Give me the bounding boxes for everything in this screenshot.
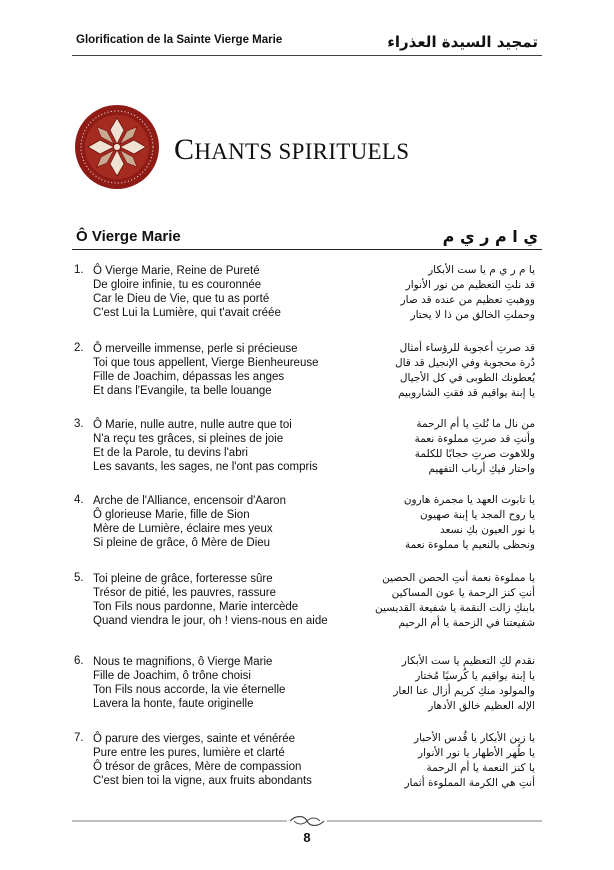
french-line: Les savants, les sages, ne l'ont pas compris xyxy=(93,461,318,473)
french-line: Arche de l'Alliance, encensoir d'Aaron xyxy=(93,495,286,507)
french-line: Ô trésor de grâces, Mère de compassion xyxy=(93,761,302,773)
hymn-title-french: Ô Vierge Marie xyxy=(76,228,181,245)
verse-french xyxy=(93,655,335,711)
french-line: Et dans l'Evangile, ta belle louange xyxy=(93,385,272,397)
french-line: C'est Lui la Lumière, qui t'avait créée xyxy=(93,307,281,319)
verse-arabic xyxy=(335,493,535,553)
verse-arabic xyxy=(335,731,535,791)
verse-arabic xyxy=(335,654,535,714)
header-rule xyxy=(72,55,542,56)
arabic-line: والمولود منكِ كريم أزال عنا العار xyxy=(393,685,535,697)
arabic-line: من نال ما نُلتِ يا أم الرحمة xyxy=(416,418,535,430)
page-number: 8 xyxy=(303,830,311,845)
arabic-line: يا إبنة يواقيم يا كُرسيًا مُختار xyxy=(415,670,535,682)
hymn-title-arabic: ي ا م ر ي م xyxy=(442,227,538,246)
coptic-cross-emblem-icon xyxy=(74,104,160,190)
french-line: Lavera la honte, faute originelle xyxy=(93,698,254,710)
arabic-line: يا تابوت العهد يا مجمرة هارون xyxy=(403,494,535,506)
french-line: Fille de Joachim, dépassas les anges xyxy=(93,371,285,383)
french-line: Toi que tous appellent, Vierge Bienheureuse xyxy=(93,357,319,369)
arabic-line: شفيعتنا في الزحمة يا أم الرحيم xyxy=(398,617,535,629)
french-line: Ô merveille immense, perle si précieuse xyxy=(93,343,298,355)
french-line: Ô glorieuse Marie, fille de Sion xyxy=(93,509,250,521)
french-line: Et de la Parole, tu devins l'abri xyxy=(93,447,248,459)
verse-number: 2. xyxy=(74,342,84,354)
arabic-line: أنتِ كنز الرحمة يا عون المساكين xyxy=(391,587,535,599)
french-line: Quand viendra le jour, oh ! viens-nous en aide xyxy=(93,615,328,627)
french-line: Car le Dieu de Vie, que tu as porté xyxy=(93,293,270,305)
arabic-line: ونحظى بالنعيم يا مملوءة نعمة xyxy=(404,539,535,551)
arabic-line: يا م ر ي م يا ست الأبكار xyxy=(428,264,535,276)
section-rule xyxy=(72,249,542,250)
french-line: Mère de Lumière, éclaire mes yeux xyxy=(93,523,273,535)
arabic-line: أنتِ هي الكرمة المملوءة أثمار xyxy=(404,777,535,789)
verse-french xyxy=(93,264,335,320)
verse-arabic xyxy=(335,571,535,631)
arabic-line: يا روح المجد يا إبنة صهيون xyxy=(419,509,535,521)
french-line: Trésor de pitié, les pauvres, rassure xyxy=(93,587,277,599)
french-line: Fille de Joachim, ô trône choisi xyxy=(93,670,251,682)
running-header-french: Glorification de la Sainte Vierge Marie xyxy=(76,34,283,46)
french-line: N'a reçu tes grâces, si pleines de joie xyxy=(93,433,284,445)
verse-number: 4. xyxy=(74,494,84,506)
french-line: Ô parure des vierges, sainte et vénérée xyxy=(93,733,296,745)
verse-french xyxy=(93,732,335,788)
verse-arabic xyxy=(335,417,535,477)
arabic-line: دُرة محجوبة وفي الإنجيل قد قال xyxy=(394,357,535,369)
verse-french xyxy=(93,494,335,550)
french-line: Ô Vierge Marie, Reine de Pureté xyxy=(93,265,260,277)
verse-french xyxy=(93,572,335,628)
french-line: Toi pleine de grâce, forteresse sûre xyxy=(93,573,273,585)
arabic-line: يُعطونك الطوبى في كل الأجيال xyxy=(399,372,535,384)
verse-number: 3. xyxy=(74,418,84,430)
verse-arabic xyxy=(335,263,535,323)
french-line: Nous te magnifions, ô Vierge Marie xyxy=(93,656,273,668)
verse-number: 7. xyxy=(74,732,84,744)
verse-french xyxy=(93,342,335,398)
running-header-arabic: تمجيد السيدة العذراء xyxy=(387,33,538,51)
title-initial: C xyxy=(174,133,195,166)
french-line: C'est bien toi la vigne, aux fruits abondants xyxy=(93,775,312,787)
title-rest: HANTS SPIRITUELS xyxy=(194,139,410,164)
verse-number: 1. xyxy=(74,264,84,276)
french-line: De gloire infinie, tu es couronnée xyxy=(93,279,262,291)
french-line: Pure entre les pures, lumière et clarté xyxy=(93,747,285,759)
verse-french xyxy=(93,418,335,474)
arabic-line: وحملتِ الخالق من ذا لا يحتار xyxy=(410,309,535,321)
arabic-line: ووهبتِ تعظيم من عنده قد صار xyxy=(400,294,535,306)
french-line: Ton Fils nous pardonne, Marie intercède xyxy=(93,601,299,613)
arabic-line: يا طُهر الأطهار يا نور الأنوار xyxy=(418,747,535,759)
arabic-line: وأنتِ قد صرتِ مملوءة نعمة xyxy=(414,433,535,445)
verse-number: 5. xyxy=(74,572,84,584)
french-line: Si pleine de grâce, ô Mère de Dieu xyxy=(93,537,271,549)
page-title xyxy=(174,133,409,167)
arabic-line: يا إبنة يواقيم قد فقتِ الشاروبيم xyxy=(398,387,535,399)
arabic-line: يا نور العيون بكِ نسعد xyxy=(439,524,535,536)
arabic-line: بابنكِ زالت النقمة يا شفيعة القديسين xyxy=(374,602,535,614)
french-line: Ô Marie, nulle autre, nulle autre que toi xyxy=(93,419,292,431)
arabic-line: يا كنز النعمة يا أم الرحمة xyxy=(426,762,535,774)
verse-number: 6. xyxy=(74,655,84,667)
arabic-line: قد نلتِ التعظيم من نور الأنوار xyxy=(405,279,535,291)
arabic-line: قد صرتِ أعجوبة للرؤساء أمثال xyxy=(399,342,535,354)
arabic-line: نقدم لكِ التعظيم يا ست الأبكار xyxy=(401,655,535,667)
arabic-line: يا مملوءة نعمة أنتِ الحصن الحصين xyxy=(382,572,535,584)
french-line: Ton Fils nous accorde, la vie éternelle xyxy=(93,684,286,696)
arabic-line: يا زين الأبكار يا قُدس الأحبار xyxy=(414,732,535,744)
arabic-line: وللاهوت صرتِ حجابًا للكلمة xyxy=(414,448,535,460)
arabic-line: واحتار فيكِ أرباب التفهيم xyxy=(428,463,535,475)
footer-ornament-icon xyxy=(72,816,542,826)
verse-arabic xyxy=(335,341,535,401)
arabic-line: الإله العظيم خالق الأدهار xyxy=(428,700,535,712)
